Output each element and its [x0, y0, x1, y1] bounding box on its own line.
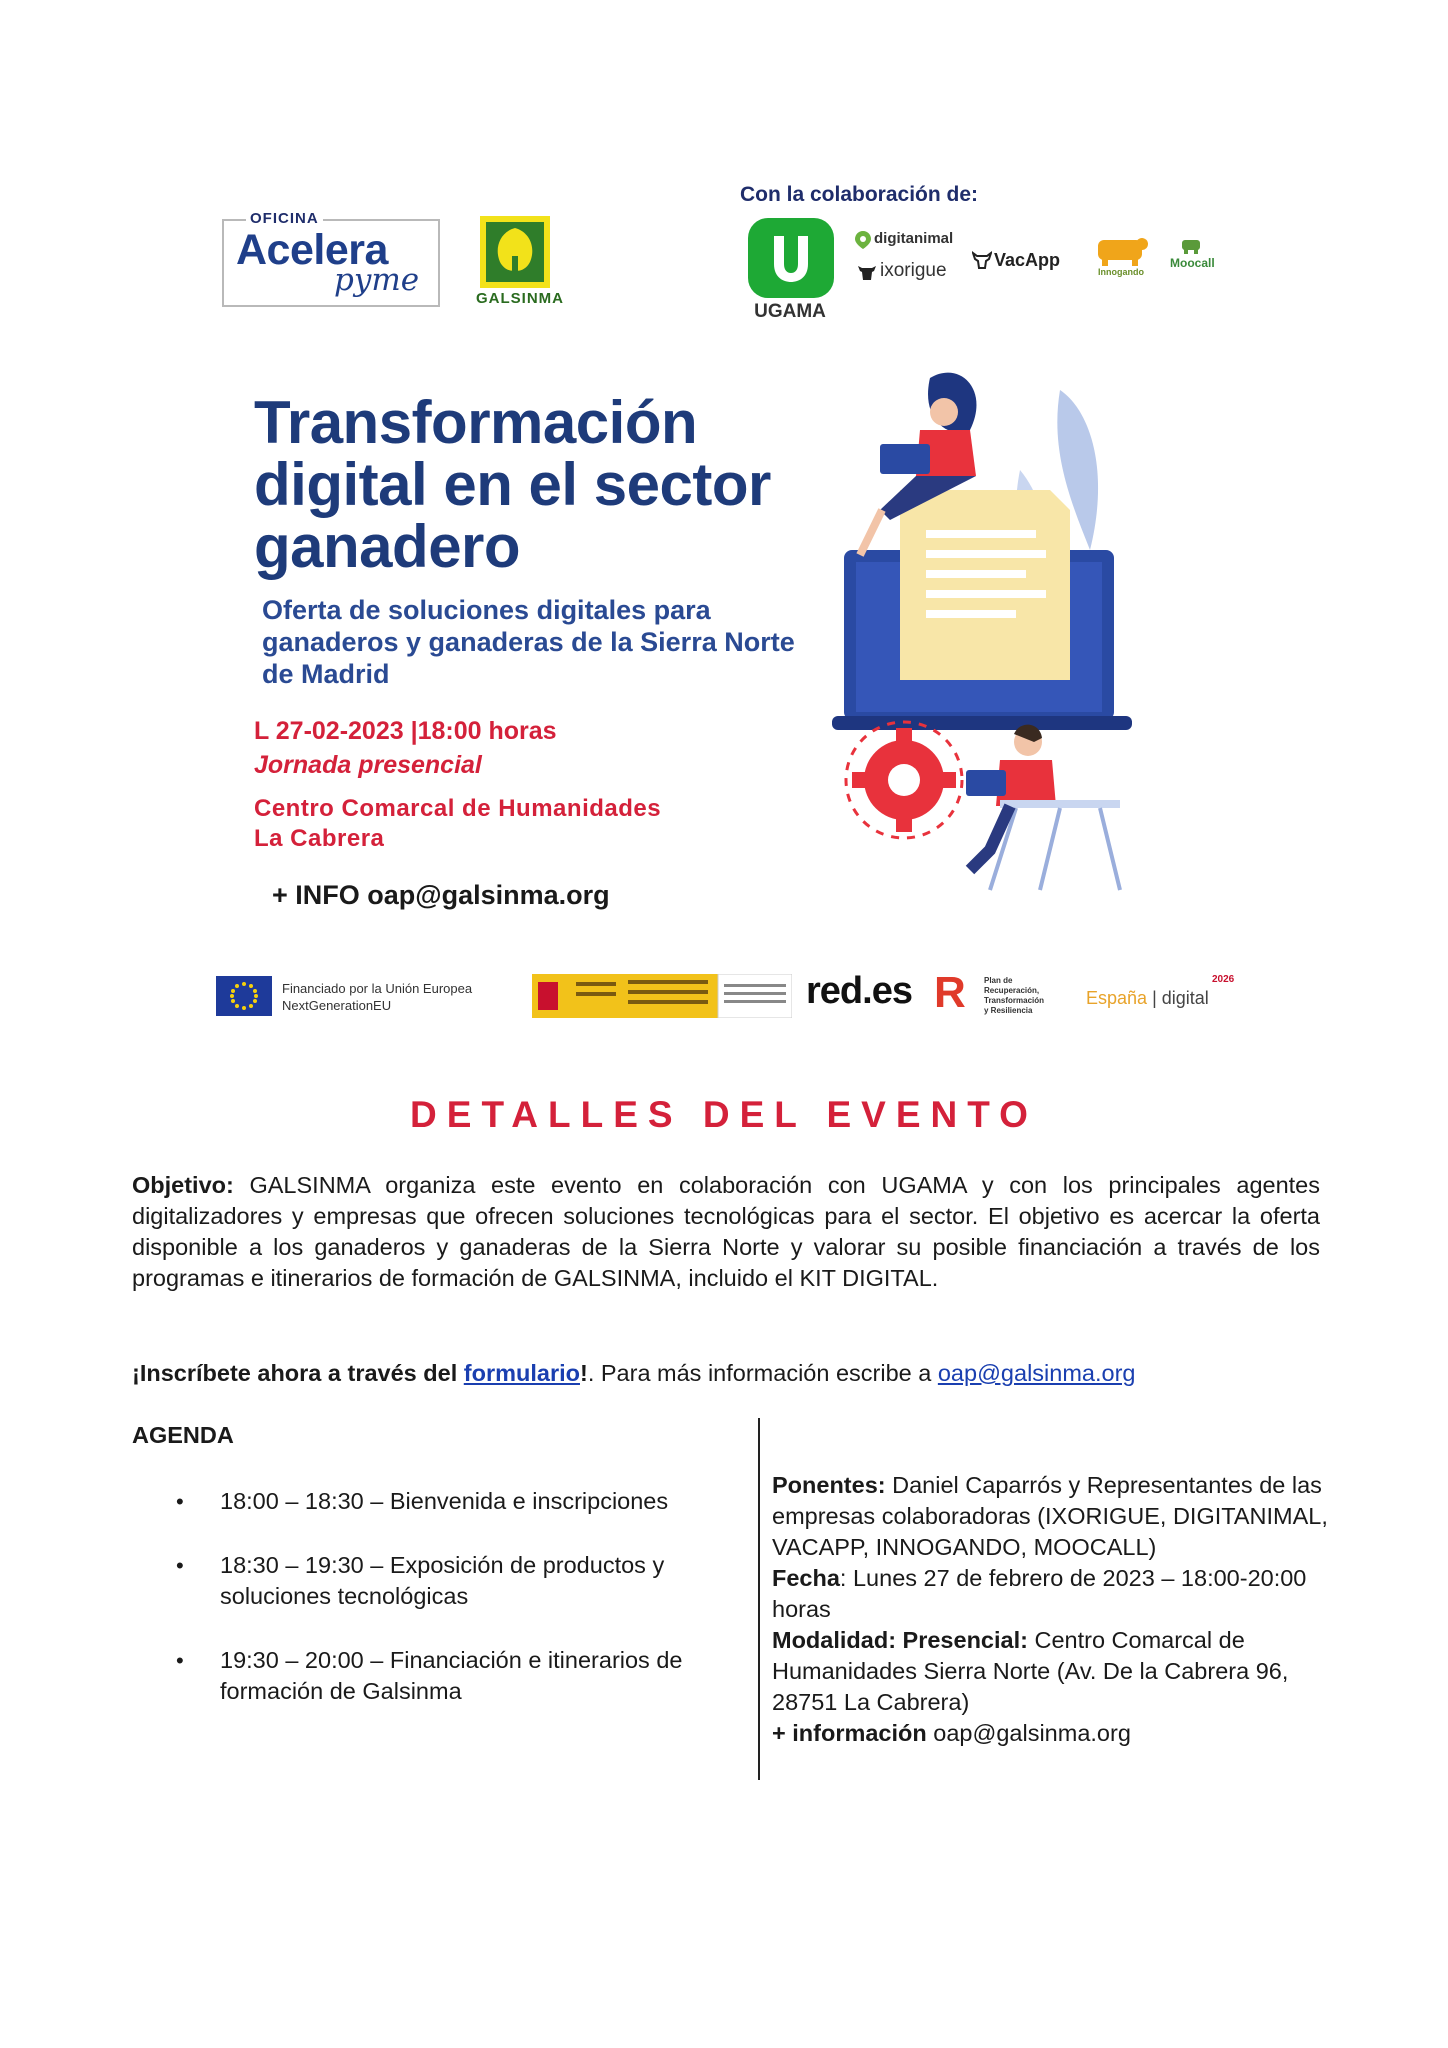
eu-funding-text: [282, 980, 472, 1014]
gobierno-espana-logo-icon: [532, 974, 792, 1018]
signup-prefix: ¡Inscríbete ahora a través del: [132, 1360, 464, 1386]
hero-venue-line-2: La Cabrera: [254, 825, 385, 852]
plan-recuperacion-text: [984, 976, 1044, 1016]
plan-line-3: Transformación: [984, 996, 1045, 1005]
digital-transformation-illustration: [820, 350, 1140, 910]
objective-label: Objetivo:: [132, 1172, 234, 1198]
agenda-item: • 18:00 – 18:30 – Bienvenida e inscripciones: [132, 1486, 742, 1517]
plan-recuperacion-logo-icon: R: [934, 968, 966, 1017]
agenda-item: • 18:30 – 19:30 – Exposición de productos y soluciones tecnológicas: [132, 1550, 742, 1612]
fecha-text: : Lunes 27 de febrero de 2023 – 18:00-20:00 horas: [772, 1565, 1307, 1622]
eu-funding-line-2: NextGenerationEU: [282, 998, 392, 1013]
hero-jornada: Jornada presencial: [254, 751, 482, 779]
ponentes-text: Daniel Caparrós y Representantes de las empresas colaboradoras (IXORIGUE, DIGITANIMAL, VACAPP, INNOGANDO, MOOCALL): [772, 1472, 1328, 1560]
info-text: oap@galsinma.org: [926, 1720, 1131, 1746]
acelera-pyme-text: pyme: [334, 262, 420, 298]
plan-line-4: y Resiliencia: [984, 1006, 1033, 1015]
agenda-item: • 19:30 – 20:00 – Financiación e itinerarios de formación de Galsinma: [132, 1645, 742, 1707]
digital-word: | digital: [1152, 988, 1209, 1008]
email-link[interactable]: oap@galsinma.org: [937, 1360, 1136, 1386]
plan-line-1: Plan de: [984, 976, 1013, 985]
ponentes-block: [772, 1470, 1328, 1563]
fecha-label: Fecha: [772, 1565, 840, 1591]
ugama-logo-icon: [748, 218, 834, 298]
details-heading: DETALLES DEL EVENTO: [410, 1094, 1038, 1135]
hero-venue-line-1: Centro Comarcal de Humanidades: [254, 795, 662, 822]
partner-ixorigue: ixorigue: [880, 260, 947, 281]
espana-digital-year: 2026: [1212, 974, 1235, 985]
digitanimal-pin-icon: [854, 230, 872, 250]
signup-exclaim: !: [579, 1360, 588, 1386]
espana-word: España: [1086, 988, 1148, 1008]
partner-vacapp: VacApp: [994, 250, 1061, 270]
innogando-cow-icon: [1094, 236, 1150, 266]
acelera-logo-text: Acelera: [236, 226, 388, 274]
event-info-column: [772, 1470, 1328, 1749]
espana-digital-logo: [1086, 988, 1209, 1009]
eu-flag-icon: [216, 976, 272, 1016]
collaboration-title: Con la colaboración de:: [740, 183, 979, 206]
eu-funding-line-1: Financiado por la Unión Europea: [282, 981, 473, 996]
modalidad-text: Centro Comarcal de Humanidades Sierra Norte (Av. De la Cabrera 96, 28751 La Cabrera): [772, 1627, 1289, 1715]
objective-text: GALSINMA organiza este evento en colaboración con UGAMA y con los principales agentes digitalizadores y empresas que ofrecen soluciones tecnológicas para el sector. El objetivo es acercar la oferta disponible a los ganaderos y ganaderas de la Sierra Norte y valorar su posible financiación a través de los programas e itinerarios de formación de GALSINMA, incluido el KIT DIGITAL.: [132, 1172, 1320, 1291]
partner-innogando: Innogando: [1098, 267, 1144, 277]
agenda-list: [132, 1486, 742, 1740]
hero-title-line-1: Transformación: [254, 389, 698, 456]
agenda-title: AGENDA: [132, 1422, 234, 1448]
ugama-logo-text: UGAMA: [754, 301, 826, 322]
plan-line-2: Recuperación,: [984, 986, 1040, 995]
column-divider: [758, 1418, 760, 1780]
ixorigue-cow-icon: [856, 262, 878, 282]
signup-suffix: . Para más información escribe a: [587, 1360, 938, 1386]
hero-title: [254, 389, 771, 580]
hero-title-line-2: digital en el sector: [254, 451, 771, 518]
hero-info-contact: + INFO oap@galsinma.org: [272, 880, 610, 910]
partner-moocall: Moocall: [1170, 256, 1215, 270]
acelera-oficina-label: OFICINA: [246, 210, 323, 227]
galsinma-logo-text: GALSINMA: [476, 290, 564, 307]
modalidad-block: [772, 1625, 1328, 1718]
modalidad-label: Modalidad: Presencial:: [772, 1627, 1028, 1653]
objective-paragraph: [132, 1170, 1320, 1294]
moocall-icon: [1180, 236, 1202, 254]
hero-title-line-3: ganadero: [254, 513, 521, 580]
hero-date: L 27-02-2023 |18:00 horas: [254, 717, 557, 745]
form-link[interactable]: formulario: [463, 1360, 580, 1386]
hero-subtitle: Oferta de soluciones digitales para ganaderos y ganaderas de la Sierra Norte de Madrid: [262, 595, 795, 689]
partner-digitanimal: digitanimal: [874, 230, 954, 247]
info-block: [772, 1718, 1328, 1749]
vacapp-cow-icon: [972, 250, 992, 270]
fecha-block: [772, 1563, 1328, 1625]
info-label: + información: [772, 1720, 927, 1746]
signup-line: [132, 1360, 1135, 1387]
hero-venue: [254, 794, 661, 854]
ponentes-label: Ponentes:: [772, 1472, 886, 1498]
redes-logo: red.es: [806, 970, 912, 1012]
